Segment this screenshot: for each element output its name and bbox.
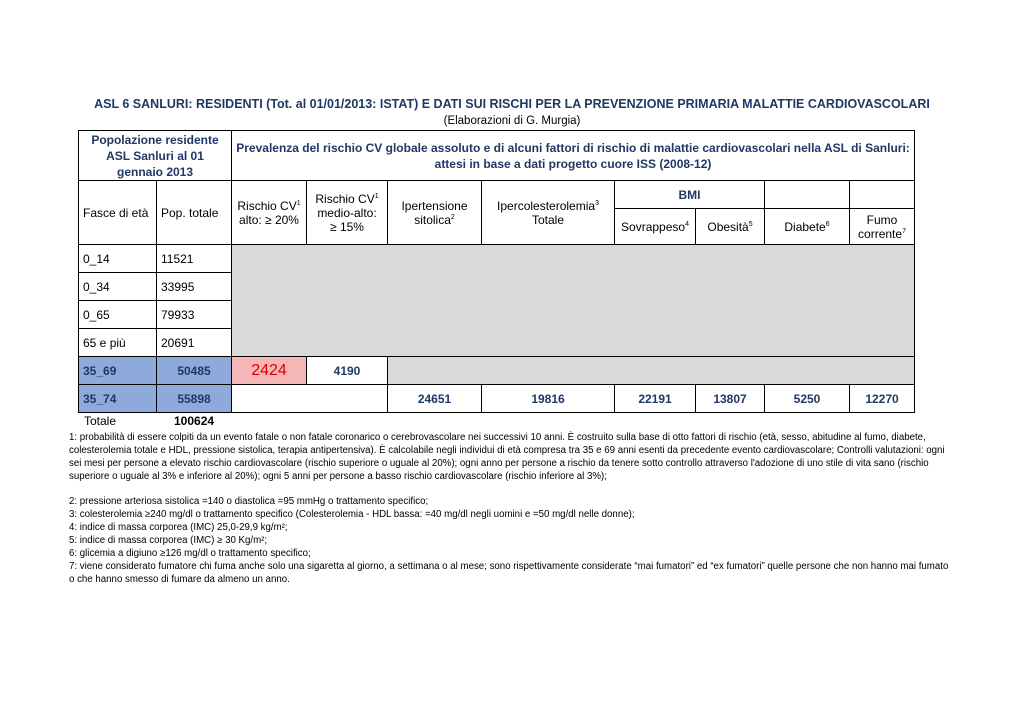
col-ipertensione: Ipertensione sitolica$^2$ [388, 181, 482, 245]
footnote-6: 6: glicemia a digiuno ≥126 mg/dl o trattamento specifico; [69, 548, 311, 559]
row-35-74-ipercolesterolemia: 19816 [482, 385, 615, 413]
table-row-fascia: 0_34 [79, 273, 157, 301]
col-diabete: Diabete$^6$ [765, 209, 850, 245]
row-35-74-pop: 55898 [157, 385, 232, 413]
col-sovrappeso: Sovrappeso$^4$ [615, 209, 696, 245]
total-value: 100624 [174, 414, 215, 428]
row-35-69-grey [388, 357, 915, 385]
footnote-4: 4: indice di massa corporea (IMC) 25,0-29,9 kg/m²; [69, 522, 288, 533]
col-fumo: Fumo corrente$^7$ [850, 209, 915, 245]
row-35-74-empty [232, 385, 388, 413]
row-35-69-rischio-alto: 2424 [232, 357, 307, 385]
risk-table [78, 130, 915, 413]
row-35-74-fascia: 35_74 [79, 385, 157, 413]
table-row-fascia: 65 e più [79, 329, 157, 357]
table-row-pop: 11521 [157, 245, 232, 273]
empty-grey-block [232, 245, 915, 357]
row-35-74-sovrappeso: 22191 [615, 385, 696, 413]
prevalence-header-line1: Prevalenza del rischio CV globale assoluto e di alcuni fattori di rischio di malattie cardiovascolari nella ASL di Sanluri: [236, 140, 910, 155]
footnote-7: 7: viene considerato fumatore chi fuma anche solo una sigaretta al giorno, a settimana o al mese; sono rispettivamente considerate “mai fumatori” ed “ex fumatori” quelle persone che non hanno mai fumato o che hanno smesso di fumare da almeno un anno. [69, 561, 949, 585]
footnote-1: 1: probabilità di essere colpiti da un evento fatale o non fatale coronarico o cerebrovascolare nei successivi 10 anni. È costruito sulla base di otto fattori di rischio (età, sesso, abitudine al fumo, diabete, colesterolemia totale e HDL, pressione sistolica, terapia antipertensiva). È calcolabile negli individui di età compresa tra 35 e 69 anni esenti da precedente evento cardiovascolare; Controlli valutazioni: ogni sei mesi per persone a elevato rischio cardiovascolare (rischio superiore o uguale al 20%); ogni anno per persone a rischio da tenere sotto controllo attraverso l'adozione di uno stile di vita sano (rischio superiore o uguale al 3% e inferiore al 20%); ogni 5 anni per persone a basso rischio cardiovascolare (rischio inferiore al 3%); [69, 432, 945, 482]
bmi-spacer-fumo [850, 181, 915, 209]
col-rischio-medio: Rischio $CV^1$ medio-alto: ≥ 15% [307, 181, 388, 245]
footnotes [69, 431, 949, 586]
total-label: Totale [84, 414, 117, 428]
col-obesita: Obesità$^5$ [696, 209, 765, 245]
row-35-69-pop: 50485 [157, 357, 232, 385]
page-subtitle: (Elaborazioni di G. Murgia) [443, 115, 581, 127]
table-row-fascia: 0_65 [79, 301, 157, 329]
table-row-fascia: 0_14 [79, 245, 157, 273]
col-ipercolesterolemia: Ipercolesterolemia$^3$ Totale [482, 181, 615, 245]
row-35-69-rischio-medio: 4190 [307, 357, 388, 385]
footnote-3: 3: colesterolemia ≥240 mg/dl o trattamento specifico (Colesterolemia - HDL bassa: =40 mg/dl negli uomini e =50 mg/dl nelle donne); [69, 509, 635, 520]
row-35-74-diabete: 5250 [765, 385, 850, 413]
footnote-2: 2: pressione arteriosa sistolica =140 o diastolica =95 mmHg o trattamento specifico; [69, 496, 429, 507]
table-row-pop: 33995 [157, 273, 232, 301]
row-35-74-obesita: 13807 [696, 385, 765, 413]
population-header: Popolazione residente ASL Sanluri al 01 gennaio 2013 [79, 131, 232, 181]
col-rischio-alto: Rischio $CV^1$ alto: ≥ 20% [232, 181, 307, 245]
bmi-header: BMI [615, 181, 765, 209]
row-35-74-fumo: 12270 [850, 385, 915, 413]
prevalence-header-line2: attesi in base a dati progetto cuore ISS (2008-12) [434, 156, 712, 171]
table-row-pop: 79933 [157, 301, 232, 329]
row-35-74-ipertensione: 24651 [388, 385, 482, 413]
bmi-spacer-diabete [765, 181, 850, 209]
col-pop: Pop. totale [157, 181, 232, 245]
col-fasce: Fasce di età [79, 181, 157, 245]
prevalence-header [232, 131, 915, 181]
page-title: ASL 6 SANLURI: RESIDENTI (Tot. al 01/01/2013: ISTAT) E DATI SUI RISCHI PER LA PREVENZIONE PRIMARIA MALATTIE CARDIOVASCOLARI [94, 97, 930, 111]
row-35-69-fascia: 35_69 [79, 357, 157, 385]
footnote-5: 5: indice di massa corporea (IMC) ≥ 30 Kg/m²; [69, 535, 268, 546]
table-row-pop: 20691 [157, 329, 232, 357]
